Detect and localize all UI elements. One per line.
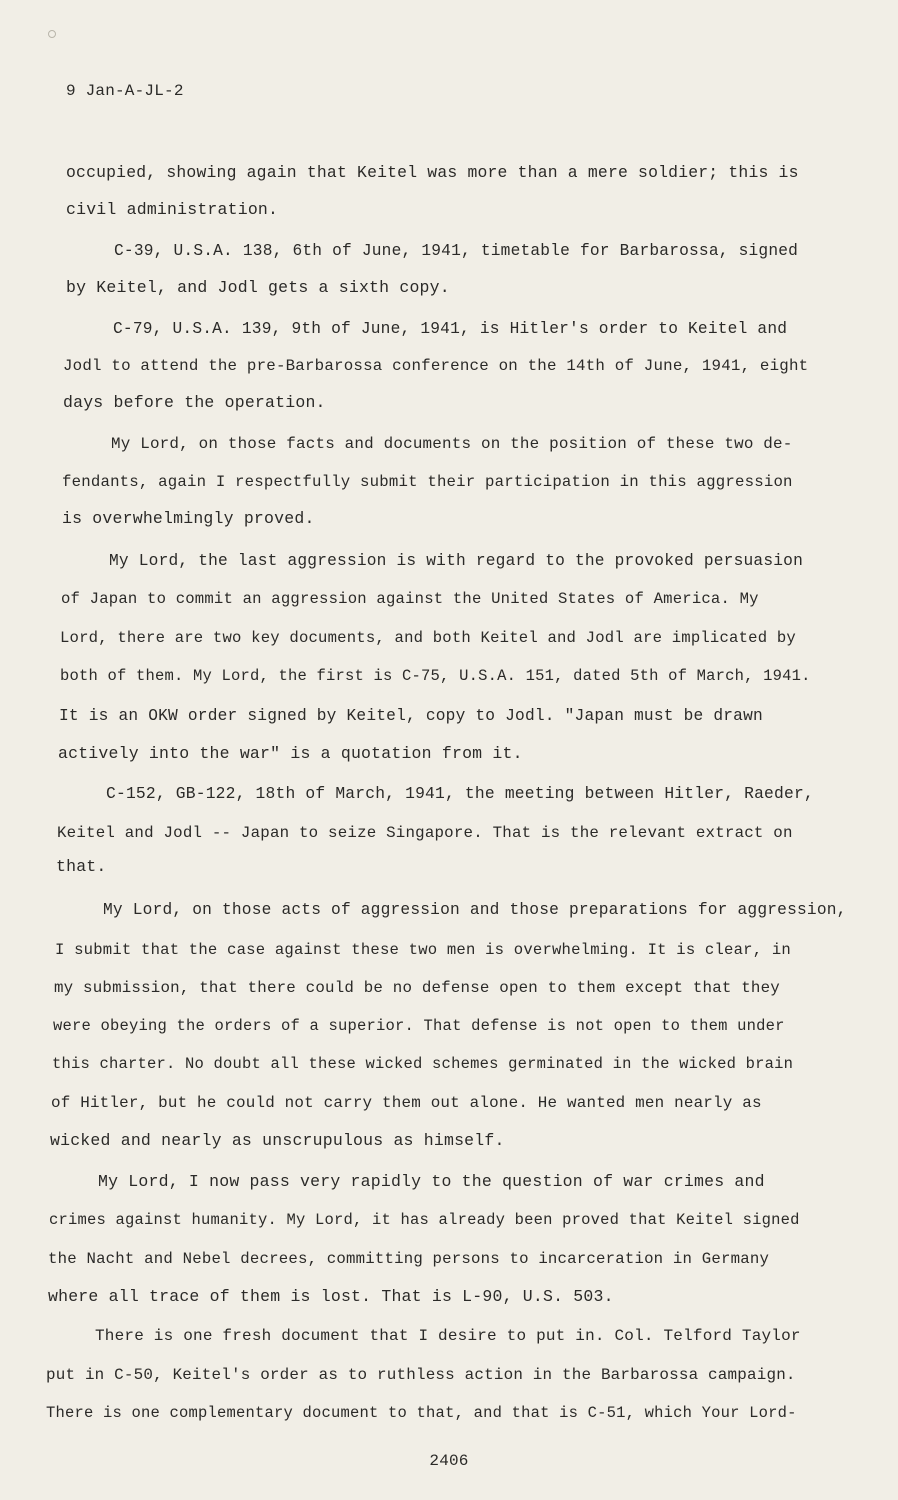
text-line: fendants, again I respectfully submit their participation in this aggression bbox=[62, 473, 793, 491]
text-line: that. bbox=[56, 857, 107, 876]
text-line: days before the operation. bbox=[63, 393, 326, 412]
scan-speck bbox=[48, 30, 56, 38]
text-line: crimes against humanity. My Lord, it has already been proved that Keitel signed bbox=[49, 1211, 800, 1229]
text-line: both of them. My Lord, the first is C-75, U.S.A. 151, dated 5th of March, 1941. bbox=[60, 667, 811, 685]
page-number: 2406 bbox=[429, 1452, 469, 1470]
text-line: my submission, that there could be no defense open to them except that they bbox=[54, 979, 780, 997]
text-line: where all trace of them is lost. That is L-90, U.S. 503. bbox=[48, 1287, 614, 1306]
text-line: is overwhelmingly proved. bbox=[62, 509, 315, 528]
text-line: actively into the war" is a quotation from it. bbox=[58, 744, 523, 763]
text-line: I submit that the case against these two men is overwhelming. It is clear, in bbox=[55, 941, 791, 959]
text-line: Keitel and Jodl -- Japan to seize Singapore. That is the relevant extract on bbox=[57, 824, 793, 842]
text-line: by Keitel, and Jodl gets a sixth copy. bbox=[66, 278, 450, 297]
text-line: of Japan to commit an aggression against the United States of America. My bbox=[61, 590, 759, 608]
text-line: Lord, there are two key documents, and both Keitel and Jodl are implicated by bbox=[60, 629, 796, 647]
text-line: Jodl to attend the pre-Barbarossa conference on the 14th of June, 1941, eight bbox=[63, 357, 809, 375]
text-line: civil administration. bbox=[66, 200, 279, 219]
text-line: the Nacht and Nebel decrees, committing persons to incarceration in Germany bbox=[48, 1250, 770, 1268]
text-line: My Lord, the last aggression is with regard to the provoked persuasion bbox=[109, 552, 803, 570]
text-line: My Lord, on those facts and documents on the position of these two de- bbox=[111, 435, 793, 453]
text-line: It is an OKW order signed by Keitel, copy to Jodl. "Japan must be drawn bbox=[59, 707, 763, 725]
text-line: wicked and nearly as unscrupulous as himself. bbox=[50, 1131, 505, 1150]
text-line: this charter. No doubt all these wicked schemes germinated in the wicked brain bbox=[52, 1055, 794, 1073]
text-line: were obeying the orders of a superior. That defense is not open to them under bbox=[53, 1017, 785, 1035]
text-line: put in C-50, Keitel's order as to ruthless action in the Barbarossa campaign. bbox=[46, 1366, 796, 1384]
text-line: My Lord, on those acts of aggression and those preparations for aggression, bbox=[103, 901, 847, 919]
text-line: There is one complementary document to that, and that is C-51, which Your Lord- bbox=[46, 1404, 797, 1422]
text-line: C-39, U.S.A. 138, 6th of June, 1941, timetable for Barbarossa, signed bbox=[114, 242, 799, 260]
page-reference: 9 Jan-A-JL-2 bbox=[66, 82, 184, 100]
text-line: of Hitler, but he could not carry them out alone. He wanted men nearly as bbox=[51, 1094, 762, 1112]
text-line: There is one fresh document that I desire to put in. Col. Telford Taylor bbox=[95, 1327, 801, 1345]
text-line: C-79, U.S.A. 139, 9th of June, 1941, is Hitler's order to Keitel and bbox=[113, 320, 788, 338]
text-line: C-152, GB-122, 18th of March, 1941, the meeting between Hitler, Raeder, bbox=[106, 784, 814, 803]
text-line: occupied, showing again that Keitel was more than a mere soldier; this is bbox=[66, 163, 799, 182]
text-line: My Lord, I now pass very rapidly to the question of war crimes and bbox=[98, 1172, 765, 1191]
